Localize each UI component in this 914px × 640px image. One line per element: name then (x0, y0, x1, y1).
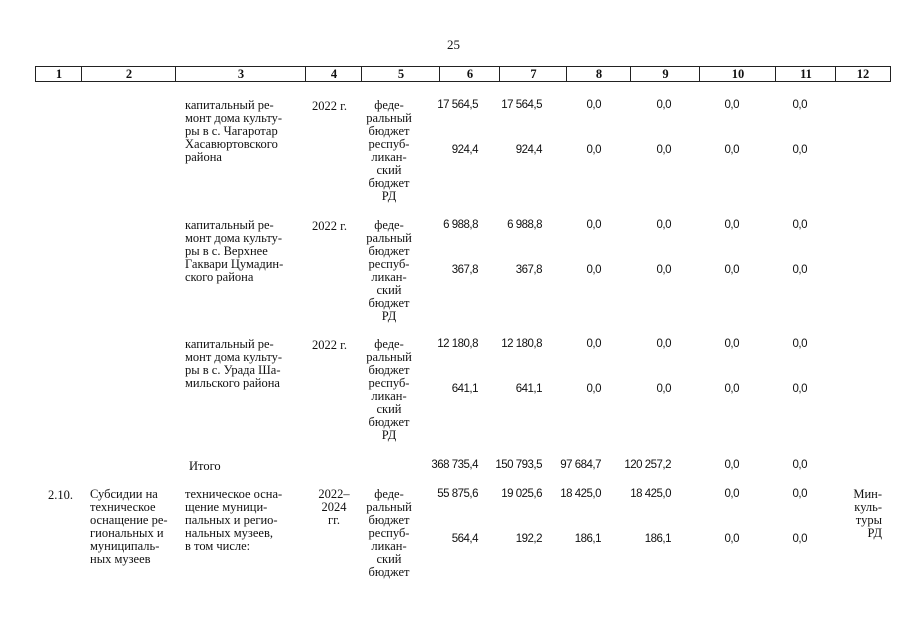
funding-source-republic-line: респуб- (368, 257, 410, 271)
item-name-line: района (185, 150, 222, 164)
section-item-name-line: нальных музеев, (185, 526, 273, 540)
funding-source-republic-line: ликан- (371, 389, 407, 403)
section-title (90, 488, 180, 566)
section-item-name-line: пальных и регио- (185, 513, 278, 527)
section-federal-amount-col-11: 0,0 (792, 488, 807, 500)
federal-amount-col-7: 6 988,8 (507, 219, 542, 231)
federal-amount-col-6: 12 180,8 (437, 338, 478, 350)
section-federal-amount-col-7: 19 025,6 (501, 488, 542, 500)
funding-source-republic-line: бюджет (368, 176, 410, 190)
header-col-8: 8 (595, 67, 603, 81)
funding-source-federal-line: бюджет (368, 244, 410, 258)
section-years (313, 488, 355, 527)
funding-source-republic-line: ский (376, 283, 402, 297)
funding-source-federal (364, 99, 414, 138)
funding-source-republic-line: бюджет (368, 415, 410, 429)
item-name (185, 99, 303, 164)
header-divider (835, 67, 836, 81)
federal-amount-col-9: 0,0 (656, 219, 671, 231)
federal-amount-col-10: 0,0 (724, 99, 739, 111)
funding-source-republic-line: ликан- (371, 270, 407, 284)
republic-amount-col-10: 0,0 (724, 264, 739, 276)
republic-amount-col-9: 0,0 (656, 144, 671, 156)
federal-amount-col-7: 12 180,8 (501, 338, 542, 350)
section-years-line: 2022– (318, 487, 350, 501)
item-name-line: ры в с. Урада Ша- (185, 363, 281, 377)
header-col-5: 5 (397, 67, 405, 81)
total-amount-col-9: 120 257,2 (624, 459, 671, 471)
funding-source-federal-line: феде- (374, 218, 404, 232)
header-col-10: 10 (731, 67, 745, 81)
federal-amount-col-10: 0,0 (724, 338, 739, 350)
section-source-republic-line: бюджет (368, 565, 410, 579)
section-source-federal-line: бюджет (368, 513, 410, 527)
republic-amount-col-11: 0,0 (792, 144, 807, 156)
republic-amount-col-6: 924,4 (451, 144, 478, 156)
header-col-7: 7 (530, 67, 537, 81)
funding-source-republic-line: респуб- (368, 376, 410, 390)
section-source-republic-line: ский (376, 552, 402, 566)
section-federal-amount-col-10: 0,0 (724, 488, 739, 500)
item-name-line: ского района (185, 270, 254, 284)
item-name-line: Гаквари Цумадин- (185, 257, 284, 271)
section-item-name-line: в том числе: (185, 539, 251, 553)
funding-source-republic-line: ликан- (371, 150, 407, 164)
funding-source-republic-line: бюджет (368, 296, 410, 310)
header-divider (361, 67, 362, 81)
republic-amount-col-6: 367,8 (451, 264, 478, 276)
federal-amount-col-11: 0,0 (792, 99, 807, 111)
funding-source-federal (364, 219, 414, 258)
header-divider (499, 67, 500, 81)
funding-source-republic-line: РД (381, 189, 397, 203)
item-name-line: капитальный ре- (185, 218, 274, 232)
header-col-3: 3 (237, 67, 245, 81)
section-title-line: Субсидии на (90, 487, 158, 501)
republic-amount-col-8: 0,0 (586, 144, 601, 156)
federal-amount-col-7: 17 564,5 (501, 99, 542, 111)
header-col-11: 11 (800, 67, 812, 81)
funding-source-republic-line: ский (376, 402, 402, 416)
header-col-4: 4 (330, 67, 338, 81)
item-name (185, 338, 303, 390)
section-title-line: оснащение ре- (90, 513, 168, 527)
funding-source-republic-line: РД (381, 428, 397, 442)
section-title-line: ных музеев (90, 552, 151, 566)
header-col-9: 9 (662, 67, 669, 81)
section-source-federal (364, 488, 414, 527)
section-republic-amount-col-8: 186,1 (574, 533, 601, 545)
section-federal-amount-col-8: 18 425,0 (560, 488, 601, 500)
header-divider (439, 67, 440, 81)
funding-source-republic (364, 377, 414, 442)
section-republic-amount-col-7: 192,2 (515, 533, 542, 545)
total-amount-col-8: 97 684,7 (560, 459, 601, 471)
funding-source-federal-line: ральный (366, 111, 412, 125)
total-amount-col-7: 150 793,5 (495, 459, 542, 471)
section-federal-amount-col-6: 55 875,6 (437, 488, 478, 500)
item-name (185, 219, 303, 284)
item-year: 2022 г. (312, 99, 347, 113)
item-name-line: Хасавюртовского (185, 137, 278, 151)
republic-amount-col-8: 0,0 (586, 264, 601, 276)
federal-amount-col-8: 0,0 (586, 99, 601, 111)
table-header-row (35, 66, 891, 82)
section-source-republic (364, 527, 414, 579)
federal-amount-col-8: 0,0 (586, 338, 601, 350)
section-source-republic-line: респуб- (368, 526, 410, 540)
funding-source-federal (364, 338, 414, 377)
section-source-federal-line: феде- (374, 487, 404, 501)
section-republic-amount-col-9: 186,1 (644, 533, 671, 545)
republic-amount-col-9: 0,0 (656, 383, 671, 395)
section-source-republic-line: ликан- (371, 539, 407, 553)
section-republic-amount-col-10: 0,0 (724, 533, 739, 545)
federal-amount-col-6: 6 988,8 (443, 219, 478, 231)
responsible-executor-line: туры (855, 513, 882, 527)
total-amount-col-6: 368 735,4 (431, 459, 478, 471)
section-republic-amount-col-6: 564,4 (451, 533, 478, 545)
item-name-line: мильского района (185, 376, 280, 390)
funding-source-republic-line: респуб- (368, 137, 410, 151)
responsible-executor-line: куль- (854, 500, 882, 514)
header-divider (175, 67, 176, 81)
section-federal-amount-col-9: 18 425,0 (630, 488, 671, 500)
section-years-line: гг. (328, 513, 340, 527)
responsible-executor-line: Мин- (853, 487, 882, 501)
section-republic-amount-col-11: 0,0 (792, 533, 807, 545)
page-number: 25 (447, 37, 460, 52)
republic-amount-col-6: 641,1 (451, 383, 478, 395)
total-amount-col-10: 0,0 (724, 459, 739, 471)
republic-amount-col-7: 367,8 (515, 264, 542, 276)
item-name-line: монт дома культу- (185, 231, 283, 245)
item-name-line: монт дома культу- (185, 350, 283, 364)
funding-source-federal-line: феде- (374, 98, 404, 112)
section-years-line: 2024 (321, 500, 347, 514)
header-divider (699, 67, 700, 81)
republic-amount-col-10: 0,0 (724, 144, 739, 156)
republic-amount-col-11: 0,0 (792, 383, 807, 395)
header-divider (630, 67, 631, 81)
republic-amount-col-7: 924,4 (515, 144, 542, 156)
federal-amount-col-9: 0,0 (656, 338, 671, 350)
republic-amount-col-10: 0,0 (724, 383, 739, 395)
responsible-executor (842, 488, 882, 540)
funding-source-federal-line: ральный (366, 350, 412, 364)
header-divider (566, 67, 567, 81)
item-name-line: ры в с. Верхнее (185, 244, 268, 258)
section-number: 2.10. (48, 488, 73, 502)
section-item-name-line: техническое осна- (185, 487, 283, 501)
federal-amount-col-9: 0,0 (656, 99, 671, 111)
total-label: Итого (189, 459, 221, 473)
header-divider (775, 67, 776, 81)
funding-source-republic (364, 138, 414, 203)
funding-source-federal-line: бюджет (368, 363, 410, 377)
total-amount-col-11: 0,0 (792, 459, 807, 471)
federal-amount-col-11: 0,0 (792, 219, 807, 231)
item-name-line: капитальный ре- (185, 337, 274, 351)
funding-source-republic-line: ский (376, 163, 402, 177)
funding-source-federal-line: ральный (366, 231, 412, 245)
funding-source-republic (364, 258, 414, 323)
item-name-line: капитальный ре- (185, 98, 274, 112)
header-col-2: 2 (125, 67, 133, 81)
funding-source-federal-line: бюджет (368, 124, 410, 138)
federal-amount-col-11: 0,0 (792, 338, 807, 350)
republic-amount-col-8: 0,0 (586, 383, 601, 395)
item-year: 2022 г. (312, 338, 347, 352)
section-title-line: муниципаль- (90, 539, 160, 553)
section-item-name-line: щение муници- (185, 500, 268, 514)
federal-amount-col-6: 17 564,5 (437, 99, 478, 111)
responsible-executor-line: РД (867, 526, 882, 540)
republic-amount-col-7: 641,1 (515, 383, 542, 395)
federal-amount-col-10: 0,0 (724, 219, 739, 231)
section-title-line: техническое (90, 500, 156, 514)
header-divider (81, 67, 82, 81)
federal-amount-col-8: 0,0 (586, 219, 601, 231)
header-col-12: 12 (856, 67, 870, 81)
item-year: 2022 г. (312, 219, 347, 233)
section-source-federal-line: ральный (366, 500, 412, 514)
header-col-1: 1 (55, 67, 63, 81)
funding-source-republic-line: РД (381, 309, 397, 323)
republic-amount-col-9: 0,0 (656, 264, 671, 276)
funding-source-federal-line: феде- (374, 337, 404, 351)
section-title-line: гиональных и (90, 526, 164, 540)
item-name-line: монт дома культу- (185, 111, 283, 125)
republic-amount-col-11: 0,0 (792, 264, 807, 276)
section-item-name (185, 488, 303, 553)
header-divider (305, 67, 306, 81)
header-col-6: 6 (466, 67, 474, 81)
item-name-line: ры в с. Чагаротар (185, 124, 278, 138)
